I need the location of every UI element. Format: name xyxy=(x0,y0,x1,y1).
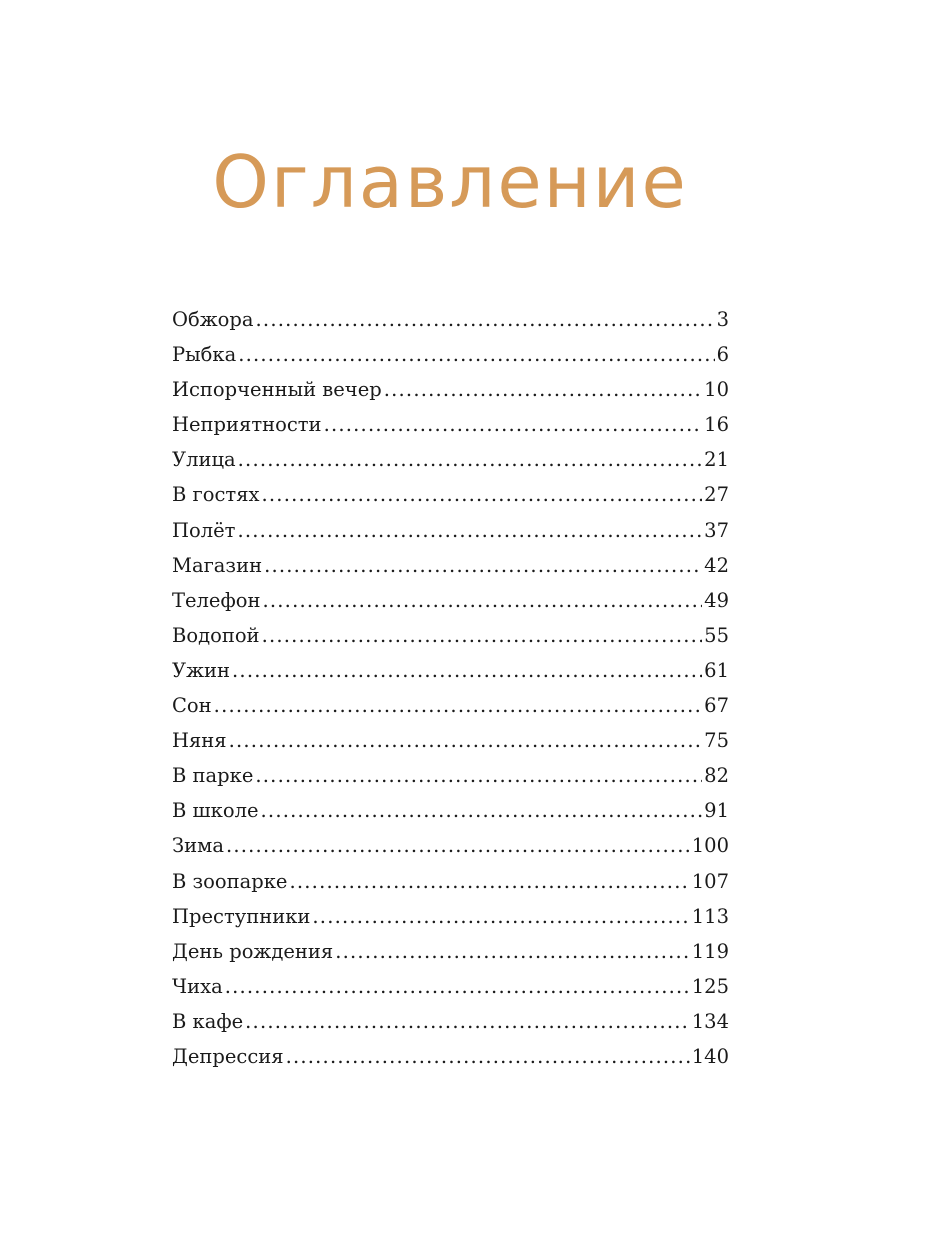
toc-leader-dots xyxy=(312,905,689,928)
toc-entry-page: 107 xyxy=(691,869,729,893)
toc-entry-title: Телефон xyxy=(172,588,261,612)
toc-entry xyxy=(172,343,729,378)
toc-leader-dots xyxy=(226,834,690,857)
toc-leader-dots xyxy=(384,378,702,401)
toc-entry-page: 42 xyxy=(704,553,729,577)
toc-leader-dots xyxy=(324,413,703,436)
toc-entry-title: В кафе xyxy=(172,1009,244,1033)
toc-entry xyxy=(172,554,729,589)
toc-leader-dots xyxy=(256,308,715,331)
toc-entry-title: Зима xyxy=(172,834,224,858)
toc-entry-page: 3 xyxy=(716,308,729,331)
toc-entry xyxy=(172,1045,729,1080)
toc-entry-page: 21 xyxy=(704,448,729,472)
toc-entry xyxy=(172,413,729,448)
toc-entry-title: Испорченный вечер xyxy=(172,378,382,402)
toc-entry-title: Улица xyxy=(172,448,236,472)
toc-entry xyxy=(172,308,729,343)
toc-entry-title: Депрессия xyxy=(172,1044,284,1068)
toc-entry xyxy=(172,764,729,799)
toc-entry xyxy=(172,905,729,940)
toc-entry xyxy=(172,589,729,624)
toc-entry xyxy=(172,729,729,764)
toc-entry-title: Неприятности xyxy=(172,413,322,437)
toc-entry-page: 16 xyxy=(704,413,729,437)
toc-entry-title: Рыбка xyxy=(172,343,237,367)
toc-entry xyxy=(172,659,729,694)
toc-entry-page: 27 xyxy=(704,483,729,507)
toc-leader-dots xyxy=(255,764,702,787)
toc-leader-dots xyxy=(262,483,703,506)
toc-entry xyxy=(172,870,729,905)
toc-entry-page: 49 xyxy=(704,588,729,612)
toc-entry-title: Чиха xyxy=(172,974,223,998)
toc-entry-page: 37 xyxy=(704,518,729,542)
toc-entry-title: Сон xyxy=(172,694,212,718)
toc-leader-dots xyxy=(289,870,689,893)
toc-entry-page: 134 xyxy=(691,1009,729,1033)
toc-leader-dots xyxy=(264,554,702,577)
toc-entry xyxy=(172,483,729,518)
toc-entry-title: В школе xyxy=(172,799,259,823)
toc-entry-page: 10 xyxy=(704,378,729,402)
toc-entry xyxy=(172,975,729,1010)
toc-entry-page: 113 xyxy=(691,904,729,928)
toc-entry-title: Полёт xyxy=(172,518,236,542)
toc-leader-dots xyxy=(335,940,690,963)
toc-entry-title: В гостях xyxy=(172,483,260,507)
toc-entry-page: 91 xyxy=(704,799,729,823)
toc-leader-dots xyxy=(237,519,702,542)
toc-leader-dots xyxy=(286,1045,690,1068)
toc-entry xyxy=(172,694,729,729)
toc-entry xyxy=(172,1010,729,1045)
toc-entry xyxy=(172,378,729,413)
toc-entry xyxy=(172,940,729,975)
toc-leader-dots xyxy=(245,1010,690,1033)
toc-leader-dots xyxy=(261,799,703,822)
toc-entry xyxy=(172,519,729,554)
toc-entry-page: 61 xyxy=(704,658,729,682)
toc-entry xyxy=(172,624,729,659)
toc-leader-dots xyxy=(238,448,703,471)
table-of-contents xyxy=(172,308,729,1080)
toc-leader-dots xyxy=(214,694,703,717)
toc-leader-dots xyxy=(232,659,702,682)
toc-entry-page: 100 xyxy=(691,834,729,858)
toc-leader-dots xyxy=(238,343,714,366)
toc-entry-page: 6 xyxy=(716,343,729,367)
toc-entry-page: 119 xyxy=(691,939,729,963)
toc-entry-title: В парке xyxy=(172,764,254,788)
toc-entry-title: Водопой xyxy=(172,623,260,647)
toc-entry-page: 67 xyxy=(704,694,729,718)
toc-entry-page: 55 xyxy=(704,623,729,647)
toc-leader-dots xyxy=(229,729,703,752)
toc-entry-page: 125 xyxy=(691,974,729,998)
toc-entry-title: Обжора xyxy=(172,308,254,331)
toc-entry-page: 82 xyxy=(704,764,729,788)
toc-entry-title: В зоопарке xyxy=(172,869,288,893)
toc-entry xyxy=(172,799,729,834)
toc-entry-title: Няня xyxy=(172,729,227,753)
toc-leader-dots xyxy=(262,589,702,612)
toc-entry-page: 75 xyxy=(704,729,729,753)
toc-leader-dots xyxy=(225,975,690,998)
page-title: Оглавление xyxy=(212,140,688,224)
toc-entry xyxy=(172,448,729,483)
toc-entry xyxy=(172,834,729,869)
toc-entry-title: День рождения xyxy=(172,939,334,963)
toc-leader-dots xyxy=(262,624,703,647)
toc-entry-title: Ужин xyxy=(172,658,231,682)
toc-entry-page: 140 xyxy=(691,1044,729,1068)
toc-entry-title: Магазин xyxy=(172,553,263,577)
toc-entry-title: Преступники xyxy=(172,904,311,928)
